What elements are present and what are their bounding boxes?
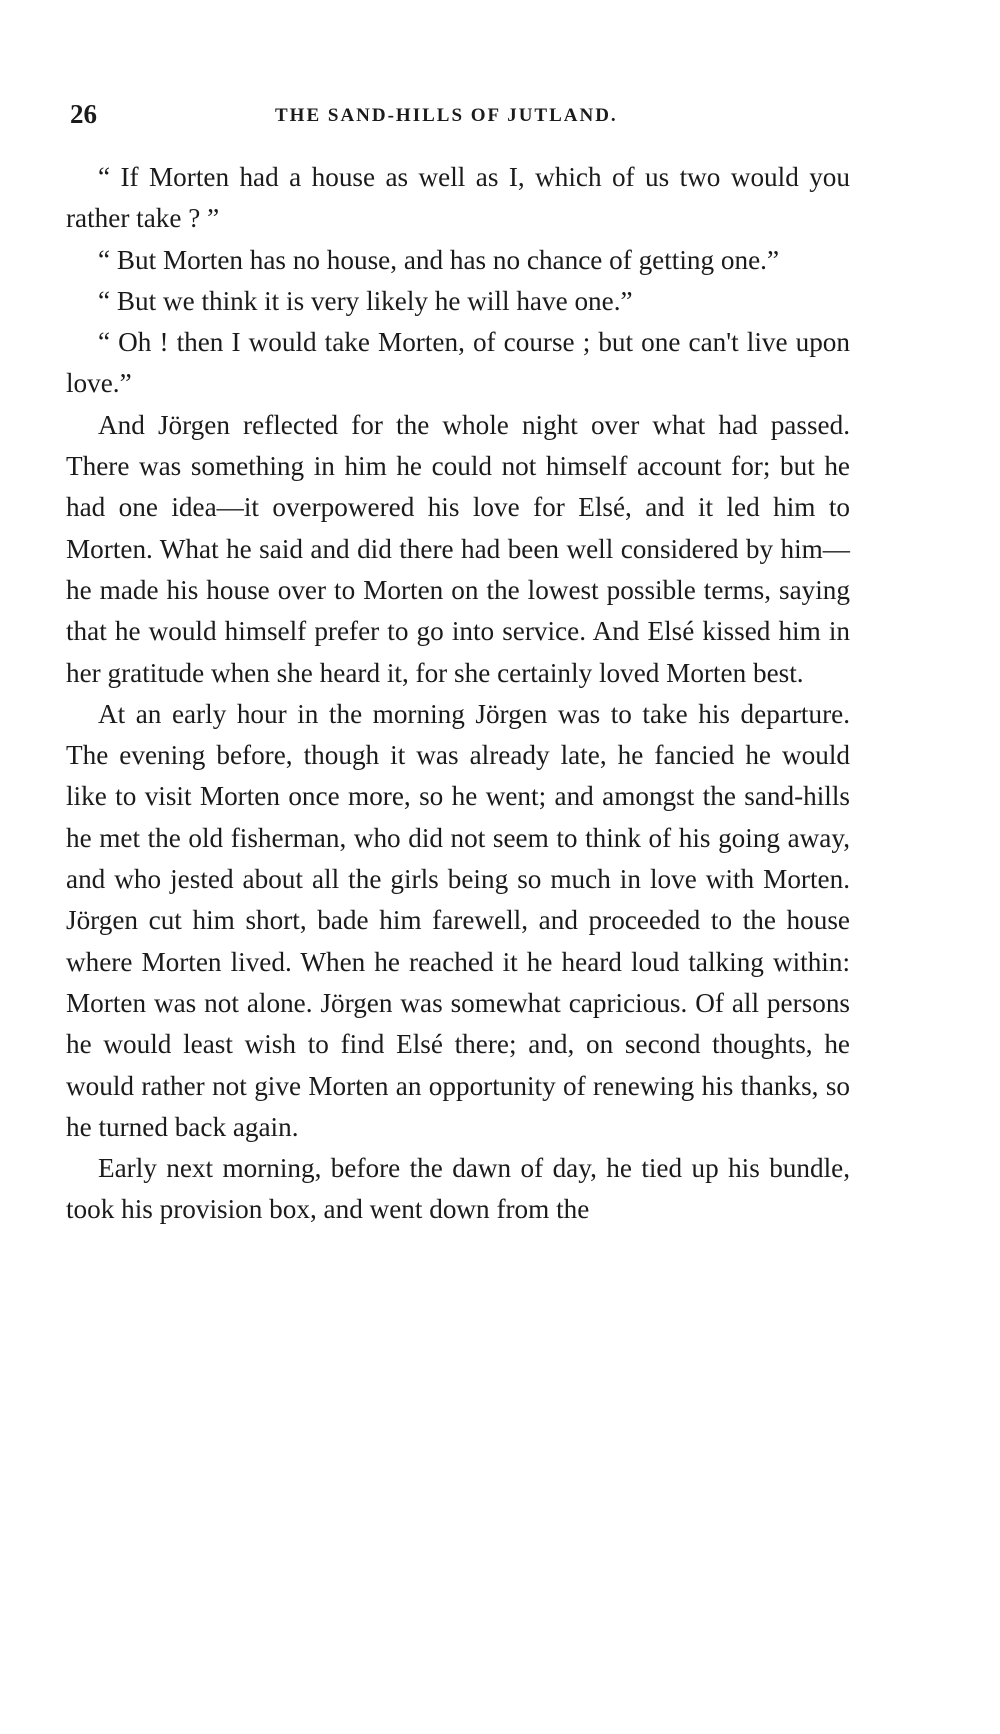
paragraph: “ Oh ! then I would take Morten, of course ; but one can't live upon love.” xyxy=(66,327,850,399)
paragraph: “ But we think it is very likely he will have one.” xyxy=(98,285,633,316)
paragraph: “ But Morten has no house, and has no chance of getting one.” xyxy=(98,244,780,275)
paragraph: Early next morning, before the dawn of day, he tied up his bundle, took his provision box, and went down from the xyxy=(66,1153,850,1225)
paragraph: And Jörgen reflected for the whole night over what had passed. There was something in him he could not himself account for; but he had one idea—it overpowered his love for Elsé, and it led him to Morten. What he said and did there had been well considered by him—he made his house over to Morten on the lowest possible terms, saying that he would himself prefer to go into service. And Elsé kissed him in her gratitude when she heard it, for she certainly loved Morten best. xyxy=(66,409,850,688)
paragraph: At an early hour in the morning Jörgen was to take his departure. The evening before, though it was already late, he fancied he would like to visit Morten once more, so he went; and amongst the sand-hills he met the old fisherman, who did not seem to think of his going away, and who jested about all the girls being so much in love with Morten. Jörgen cut him short, bade him farewell, and proceeded to the house where Morten lived. When he reached it he heard loud talking within: Morten was not alone. Jörgen was somewhat capricious. Of all persons he would least wish to find Elsé there; and, on second thoughts, he would rather not give Morten an opportunity of renewing his thanks, so he turned back again. xyxy=(66,698,850,1142)
paragraph: “ If Morten had a house as well as I, which of us two would you rather take ? ” xyxy=(66,162,850,234)
running-head xyxy=(70,96,850,136)
body-text xyxy=(66,157,850,1231)
running-title: THE SAND-HILLS OF JUTLAND. xyxy=(275,105,618,126)
page-number: 26 xyxy=(70,99,97,129)
